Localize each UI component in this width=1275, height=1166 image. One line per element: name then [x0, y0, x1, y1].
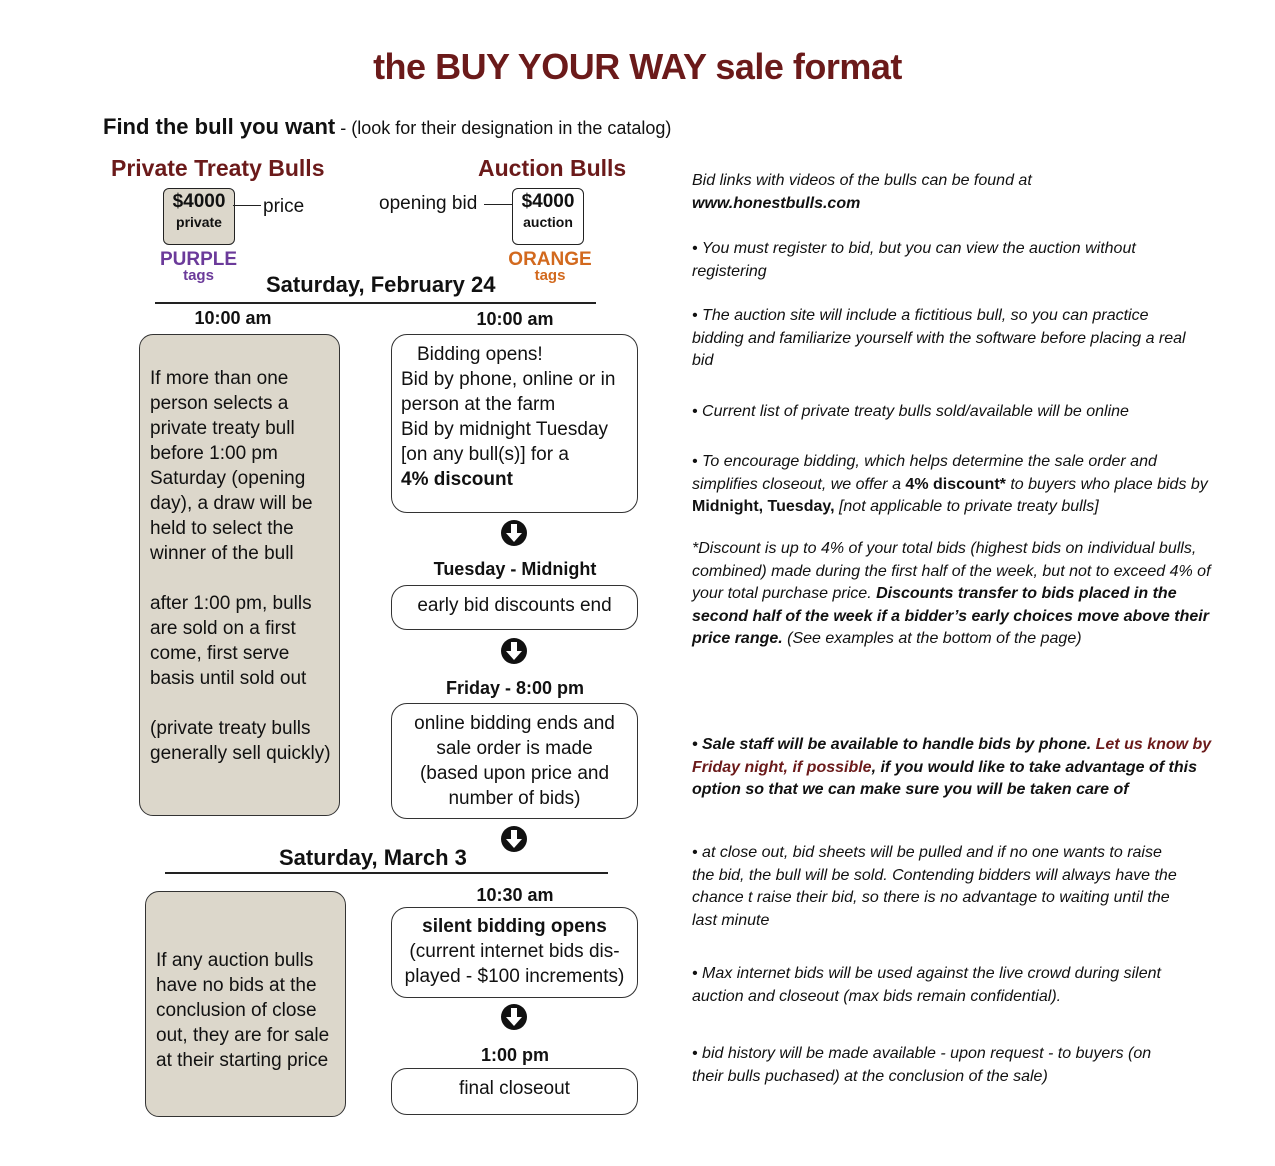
down-arrow-icon — [500, 637, 528, 665]
discount-details-c: (See examples at the bottom of the page) — [782, 630, 1082, 647]
down-arrow-icon — [500, 825, 528, 853]
early-discount-note — [692, 451, 1212, 519]
private-treaty-rules-box — [139, 334, 340, 816]
day2-rule — [165, 872, 608, 874]
orange-tag-color: ORANGE — [508, 249, 592, 270]
orange-tag-word: tags — [534, 267, 566, 285]
practice-bull-note: • The auction site will include a fictitious bull, so you can practice bidding and familiarize yourself with the software before placing a real bid — [692, 307, 1186, 369]
find-bull-sub: - (look for their designation in the catalog) — [335, 118, 672, 138]
bid-links-intro: Bid links with videos of the bulls can be found at — [692, 172, 1032, 189]
private-rule-draw: If more than one person selects a private treaty bull before 1:00 pm Saturday (opening day), a draw will be held to select the winner of the bull — [150, 368, 313, 564]
orange-tags-label — [500, 251, 600, 283]
private-price-kind: private — [176, 213, 222, 230]
discount-details-note — [692, 538, 1212, 651]
sale-staff-a: • Sale staff will be available to handle bids by phone. — [692, 736, 1096, 753]
early-discount-exclusion: [not applicable to private treaty bulls] — [834, 498, 1099, 515]
bid-links-url[interactable]: www.honestbulls.com — [692, 194, 861, 212]
day1-auction-time: 10:00 am — [476, 309, 554, 329]
sale-staff-note — [692, 734, 1212, 802]
sale-staff-c: , if you would like to take advantage of this option so that we can make sure you will be taken care of — [692, 758, 1197, 798]
early-discount-deadline: Midnight, Tuesday, — [692, 498, 835, 515]
purple-tags-label — [150, 251, 247, 283]
discount-details-a: *Discount is up to 4% of your total bids (highest bids on individual bulls, combined) made during the first half of the week, but not to exceed 4% of your total purchase price. — [692, 540, 1211, 602]
discount-line: 4% discount — [401, 469, 513, 490]
final-closeout-time: 1:00 pm — [480, 1045, 550, 1065]
max-bids-note: • Max internet bids will be used against the live crowd during silent auction and closeout (max bids remain confidential). — [692, 965, 1161, 1005]
bidding-opens-box — [391, 334, 638, 513]
auction-price-box — [512, 188, 584, 245]
auction-price-amount: $4000 — [521, 191, 575, 212]
silent-bidding-detail: (current internet bids dis-played - $100 increments) — [404, 941, 625, 987]
private-price-amount: $4000 — [172, 191, 226, 212]
final-closeout-box: final closeout — [391, 1068, 638, 1115]
auction-price-kind: auction — [523, 213, 573, 230]
friday-time: Friday - 8:00 pm — [445, 678, 585, 698]
find-bull-heading — [103, 114, 671, 140]
register-note: • You must register to bid, but you can view the auction without registering — [692, 240, 1136, 280]
private-price-connector — [233, 205, 261, 206]
find-bull-main: Find the bull you want — [103, 114, 336, 139]
private-treaty-heading: Private Treaty Bulls — [111, 155, 325, 181]
day1-date: Saturday, February 24 — [266, 272, 496, 297]
tuesday-time: Tuesday - Midnight — [433, 559, 597, 579]
bidding-opens-line: Bidding opens! — [417, 344, 543, 365]
purple-tag-word: tags — [183, 267, 214, 285]
no-bid-bulls-box: If any auction bulls have no bids at the conclusion of close out, they are for sale at their starting price — [145, 891, 346, 1117]
bid-history-note: • bid history will be made available - upon request - to buyers (on their bulls puchased) at the conclusion of the sale) — [692, 1045, 1152, 1085]
silent-bidding-title: silent bidding opens — [422, 916, 607, 937]
current-list-note: • Current list of private treaty bulls sold/available will be online — [692, 403, 1129, 420]
day1-private-time: 10:00 am — [194, 308, 272, 328]
private-rule-sell-quickly: (private treaty bulls generally sell quickly) — [150, 718, 331, 764]
down-arrow-icon — [500, 519, 528, 547]
private-rule-first-come: after 1:00 pm, bulls are sold on a first come, first serve basis until sold out — [150, 593, 312, 689]
purple-tag-color: PURPLE — [159, 249, 238, 270]
early-discount-end-box: early bid discounts end — [391, 585, 638, 630]
opening-bid-label: opening bid — [379, 193, 478, 214]
early-discount-text-a: • To encourage bidding, which helps determine the sale order and simplifies closeout, we offer a — [692, 453, 1157, 493]
day2-date: Saturday, March 3 — [279, 845, 467, 870]
discount-transfer: Discounts transfer to bids placed in the second half of the week if a bidder’s early choices move above their price range. — [692, 585, 1209, 647]
day1-rule — [155, 302, 596, 304]
online-bidding-ends-box: online bidding ends and sale order is made (based upon price and number of bids) — [391, 703, 638, 819]
bid-methods-line: Bid by phone, online or in person at the farm — [401, 369, 616, 415]
private-price-label: price — [263, 196, 305, 217]
early-discount-amount: 4% discount* — [905, 475, 1006, 493]
auction-price-connector — [484, 204, 513, 205]
page-title: the BUY YOUR WAY sale format — [373, 46, 902, 87]
bid-deadline-line: Bid by midnight Tuesday [on any bull(s)] for a — [401, 419, 609, 465]
auction-bulls-heading: Auction Bulls — [478, 155, 627, 181]
silent-bidding-box — [391, 907, 638, 998]
closeout-note: • at close out, bid sheets will be pulled and if no one wants to raise the bid, the bull will be sold. Contending bidders will always have the chance t raise their bid, so there is no advantage to waiting until the last minute — [692, 844, 1177, 929]
sale-staff-highlight: Let us know by Friday night, if possible — [692, 736, 1212, 776]
down-arrow-icon — [500, 1003, 528, 1031]
private-price-box — [163, 188, 235, 245]
early-discount-text-c: to buyers who place bids by — [1005, 475, 1208, 493]
bid-links-note — [692, 170, 1212, 215]
silent-bidding-time: 10:30 am — [476, 885, 554, 905]
